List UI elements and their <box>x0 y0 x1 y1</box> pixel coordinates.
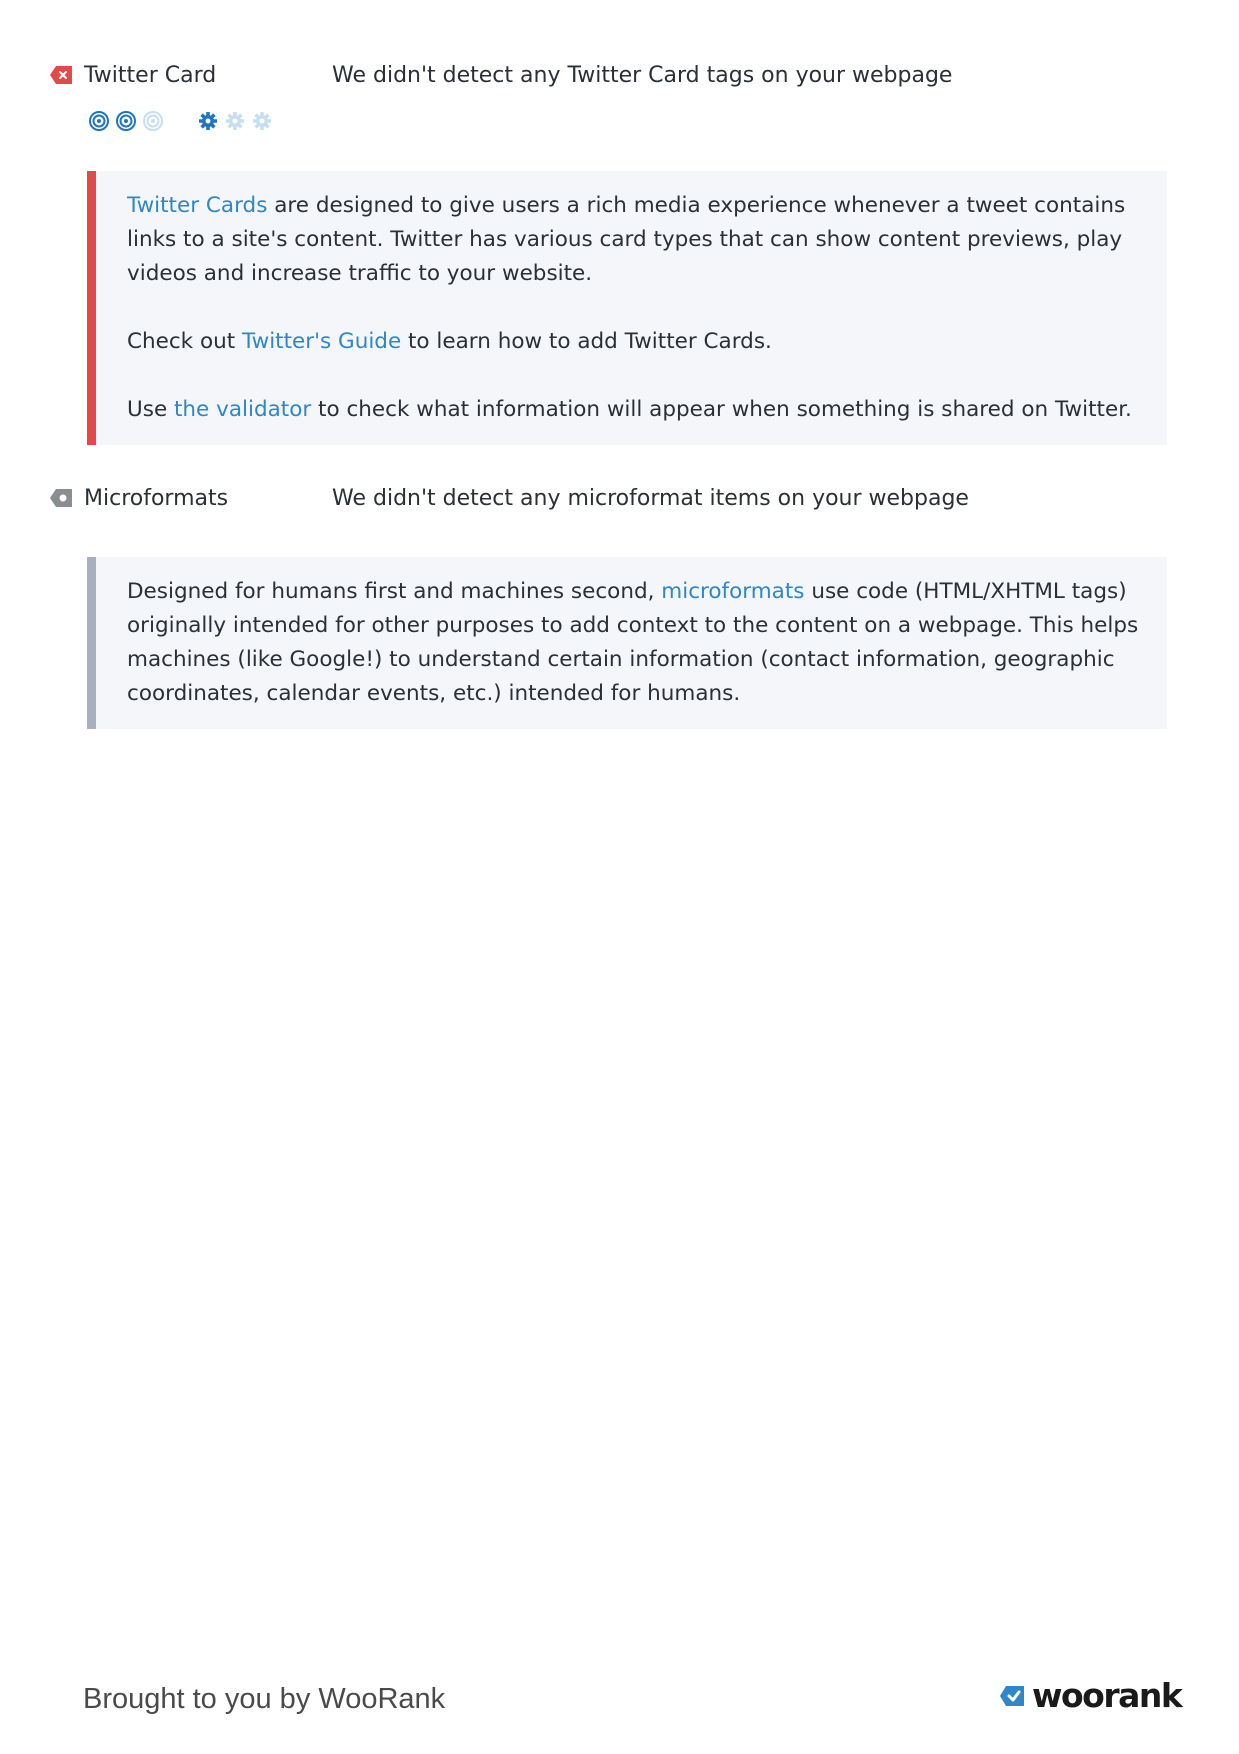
twitter-card-description: We didn't detect any Twitter Card tags on your webpage <box>332 62 953 88</box>
microformats-paragraph: Designed for humans first and machines second, microformats use code (HTML/XHTML tags) originally intended for other purposes to add context to the content on a webpage. This helps machines (like Google!) to understand certain information (contact information, geographic coordinates, calendar events, etc.) intended for humans. <box>127 579 1139 706</box>
target-icon <box>115 110 137 132</box>
twitter-card-row <box>48 57 1179 93</box>
neutral-accent-bar <box>87 557 96 729</box>
microformats-title: Microformats <box>84 485 229 511</box>
twitter-cards-link[interactable]: Twitter Cards <box>127 193 268 218</box>
microformats-description: We didn't detect any microformat items on your webpage <box>332 485 969 511</box>
microformats-info-box <box>87 557 1167 729</box>
error-status-icon <box>48 62 74 88</box>
footer-credit: Brought to you by WooRank <box>83 1683 446 1715</box>
microformats-link[interactable]: microformats <box>661 579 805 604</box>
validator-link[interactable]: the validator <box>174 397 312 422</box>
twitter-card-paragraph-2: Check out Twitter's Guide to learn how to add Twitter Cards. <box>127 329 772 354</box>
gear-icon <box>251 110 273 132</box>
gear-icon <box>224 110 246 132</box>
twitter-card-paragraph-1: Twitter Cards are designed to give users a rich media experience whenever a tweet contains links to a site's content. Twitter has various card types that can show content previews, play videos and increase traffic to your website. <box>127 193 1126 286</box>
error-accent-bar <box>87 171 96 445</box>
woorank-logo <box>998 1676 1181 1715</box>
target-icon <box>142 110 164 132</box>
checkmark-icon <box>998 1682 1028 1710</box>
neutral-status-icon <box>48 485 74 511</box>
gear-icon <box>197 110 219 132</box>
twitters-guide-link[interactable]: Twitter's Guide <box>242 329 402 354</box>
twitter-card-paragraph-3: Use the validator to check what information will appear when something is shared on Twitter. <box>127 397 1132 422</box>
twitter-card-info-box <box>87 171 1167 445</box>
brand-wordmark: woorank <box>1032 1676 1182 1715</box>
target-icon <box>88 110 110 132</box>
twitter-card-title: Twitter Card <box>84 62 217 88</box>
microformats-row <box>48 480 1179 516</box>
twitter-card-ratings <box>88 108 278 134</box>
